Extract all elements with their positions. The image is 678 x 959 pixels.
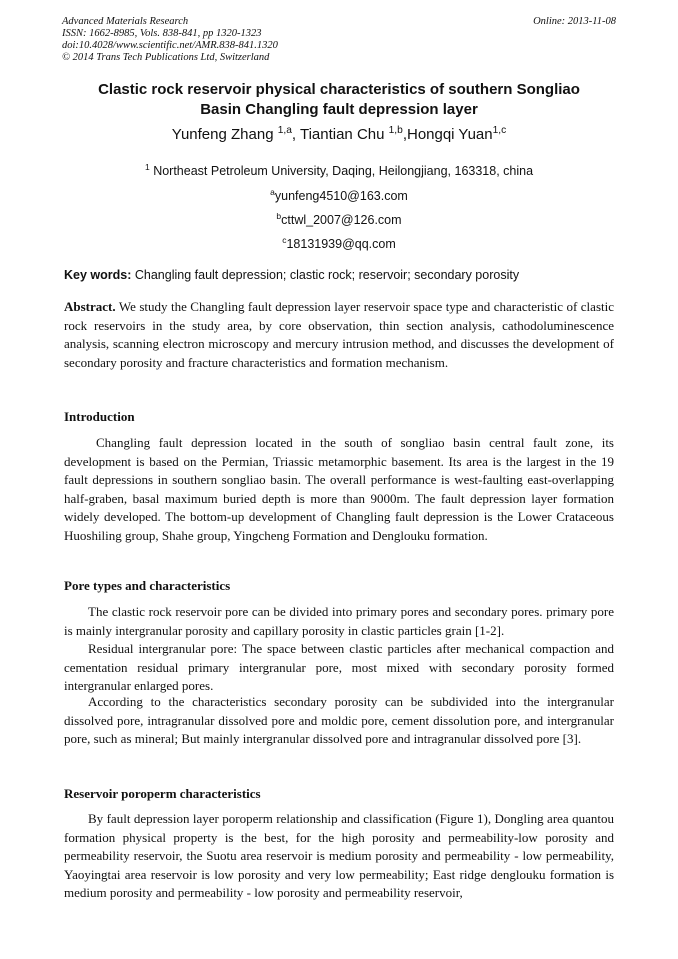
email-superscript: a — [270, 186, 275, 197]
author-separator: , — [402, 126, 407, 143]
email-address: cttwl_2007@126.com — [281, 213, 402, 227]
author-name: Yunfeng Zhang — [171, 126, 274, 143]
author-superscript: 1,a — [277, 125, 292, 136]
paper-title — [60, 80, 618, 120]
poroperm-paragraph: By fault depression layer poroperm relationship and classification (Figure 1), Dongling area quantou formation physical property is the best, for the high porosity and permeability-low porosity and permeability reservoir, the Suotu area reservoir is medium porosity and permeability - low permeability, Yaoyingtai area reservoir is low porosity and very low permeability; East ridge denglouku formation is medium porosity and permeability - low porosity and permeability reservoir, — [64, 811, 614, 901]
author-separator: , — [291, 126, 300, 143]
journal-header — [62, 16, 616, 64]
keywords-text: Changling fault depression; clastic rock; reservoir; secondary porosity — [134, 268, 520, 282]
pore-paragraph-3: According to the characteristics secondary porosity can be subdivided into the intergranular dissolved pore, intragranular dissolved pore and moldic pore, cement dissolution pore, and intergranular pore, such as mineral; But mainly intergranular dissolved pore and intragranular dissolved pore [3]. — [64, 694, 614, 747]
email-address: yunfeng4510@163.com — [274, 189, 408, 203]
abstract-label: Abstract. — [64, 299, 116, 314]
heading-introduction: Introduction — [64, 409, 135, 424]
title-line-2: Basin Changling fault depression layer — [200, 101, 478, 118]
author-name: Hongqi Yuan — [406, 126, 493, 143]
author-superscript: 1,c — [492, 125, 507, 136]
author-list — [60, 126, 618, 143]
affiliation-text: Northeast Petroleum University, Daqing, Heilongjiang, 163318, china — [153, 164, 534, 178]
email-c — [60, 234, 618, 251]
email-address: 18131939@qq.com — [286, 237, 396, 251]
affiliation — [60, 161, 618, 178]
email-a — [60, 186, 618, 203]
author-superscript: 1,b — [388, 125, 403, 136]
pore-paragraph-2: Residual intergranular pore: The space between clastic particles after mechanical compaction and cementation residual primary intergranular pore, most mixed with secondary porosity formed intergranular enlarged pores. — [64, 641, 614, 694]
email-superscript: b — [276, 210, 282, 221]
journal-name: Advanced Materials Research — [62, 16, 189, 27]
issn-line: ISSN: 1662-8985, Vols. 838-841, pp 1320-1323 — [62, 28, 262, 39]
author-name: Tiantian Chu — [299, 126, 385, 143]
affiliation-superscript: 1 — [144, 161, 150, 172]
introduction-paragraph: Changling fault depression located in the south of songliao basin central fault zone, its development is based on the Permian, Triassic metamorphic basement. Its area is the largest in the 19 fault depressions in southern songliao basin. The overall performance is west-faulting east-overlapping half-graben, basal maximum buried depth is more than 9000m. The fault depression layer formation widely developed. The bottom-up development of Changling fault depression is the Lower Crataceous Huoshiling group, Shahe group, Yingcheng Formation and Denglouku formation. — [64, 435, 614, 543]
doi-line: doi:10.4028/www.scientific.net/AMR.838-841.1320 — [62, 40, 278, 51]
email-superscript: c — [282, 234, 287, 245]
online-date: Online: 2013-11-08 — [533, 16, 616, 27]
keywords — [64, 268, 616, 282]
pore-paragraph-1: The clastic rock reservoir pore can be divided into primary pores and secondary pores. primary pore is mainly intergranular porosity and capillary porosity in clastic particles grain [1-2]. — [64, 604, 614, 638]
copyright-line: © 2014 Trans Tech Publications Ltd, Switzerland — [62, 52, 270, 63]
abstract — [64, 298, 614, 372]
keywords-label: Key words: — [64, 268, 132, 282]
heading-pore-types: Pore types and characteristics — [64, 578, 231, 593]
title-line-1: Clastic rock reservoir physical characteristics of southern Songliao — [98, 81, 580, 98]
abstract-text: We study the Changling fault depression layer reservoir space type and characteristic of clastic rock reservoirs in the study area, by core observation, thin section analysis, cathodoluminescence analysis, scanning electron microscopy and mercury intrusion method, and discusses the development of secondary porosity and fracture characteristics and formation mechanism. — [64, 299, 614, 370]
heading-poroperm: Reservoir poroperm characteristics — [64, 786, 261, 801]
email-b — [60, 210, 618, 227]
